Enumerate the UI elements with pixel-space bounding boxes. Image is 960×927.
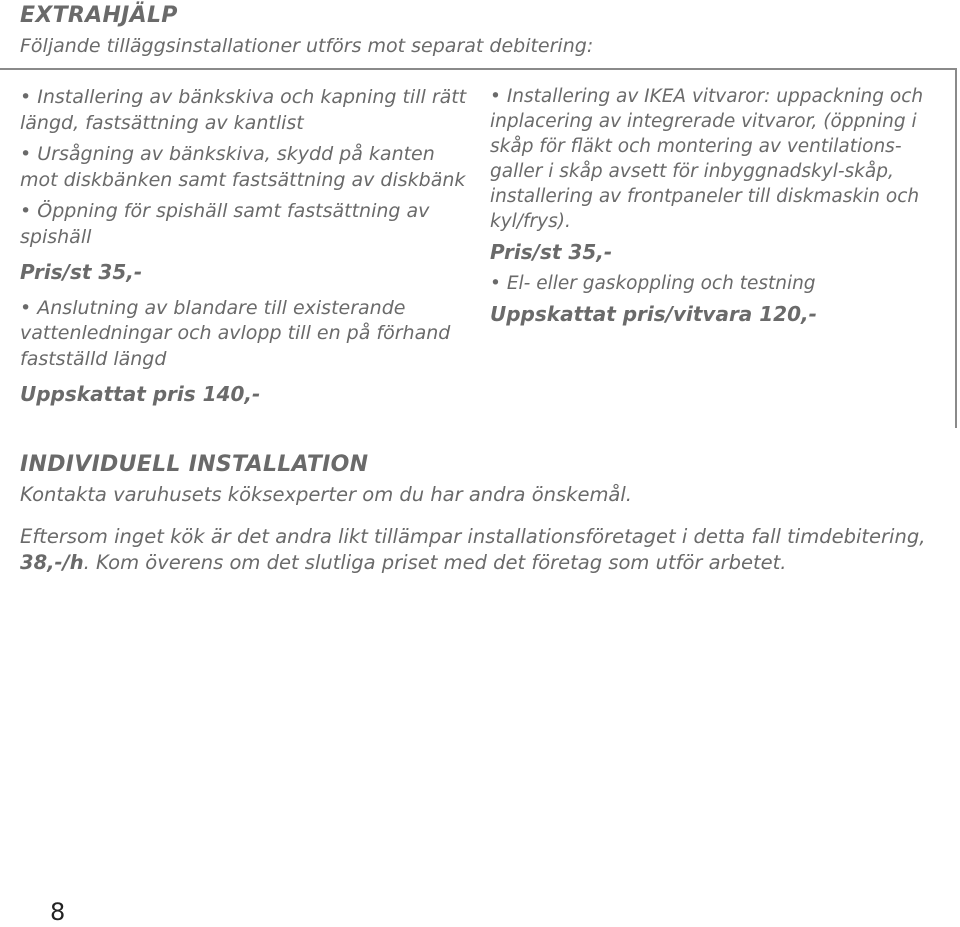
list-item: • Anslutning av blandare till existerande vattenledningar och avlopp till en på förhand fastställd längd [20, 296, 451, 370]
left-column [20, 85, 470, 408]
contact-line: Kontakta varuhusets köksexperter om du har andra önskemål. [20, 483, 633, 506]
list-item: • Öppning för spishäll samt fastsättning av spishäll [20, 200, 430, 248]
list-item: • Installering av IKEA vitvaror: uppackning och inplacering av integrerade vitvaror, (öppning i skåp för fläkt och montering av ventilations-galler i skåp avsett för inbyggnadskyl-skåp, installering av frontpaneler till diskmaskin och kyl/frys). [490, 86, 924, 232]
price-label: Pris/st 35,- [20, 260, 143, 284]
hourly-rate: 38,-/h [20, 551, 84, 574]
right-column [490, 84, 940, 327]
pricing-paragraph: Eftersom inget kök är det andra likt tillämpar installationsföretaget i detta fall timdebitering, 38,-/h. Kom överens om det slutliga priset med det företag som utför arbetet. [20, 525, 926, 574]
list-item: • Ursågning av bänkskiva, skydd på kanten mot diskbänken samt fastsättning av diskbänk [20, 143, 466, 191]
section-subtitle: Följande tilläggsinstallationer utförs mot separat debitering: [20, 35, 594, 57]
section-title-individuell: INDIVIDUELL INSTALLATION [20, 452, 369, 477]
price-estimate: Uppskattat pris/vitvara 120,- [490, 302, 817, 326]
price-estimate: Uppskattat pris 140,- [20, 382, 261, 406]
section-title-extrahjalp: EXTRAHJÄLP [20, 3, 178, 28]
page-number: 8 [50, 898, 66, 926]
list-item: • El- eller gaskoppling och testning [490, 273, 816, 294]
list-item: • Installering av bänkskiva och kapning till rätt längd, fastsättning av kantlist [20, 86, 467, 134]
price-label: Pris/st 35,- [490, 240, 613, 264]
